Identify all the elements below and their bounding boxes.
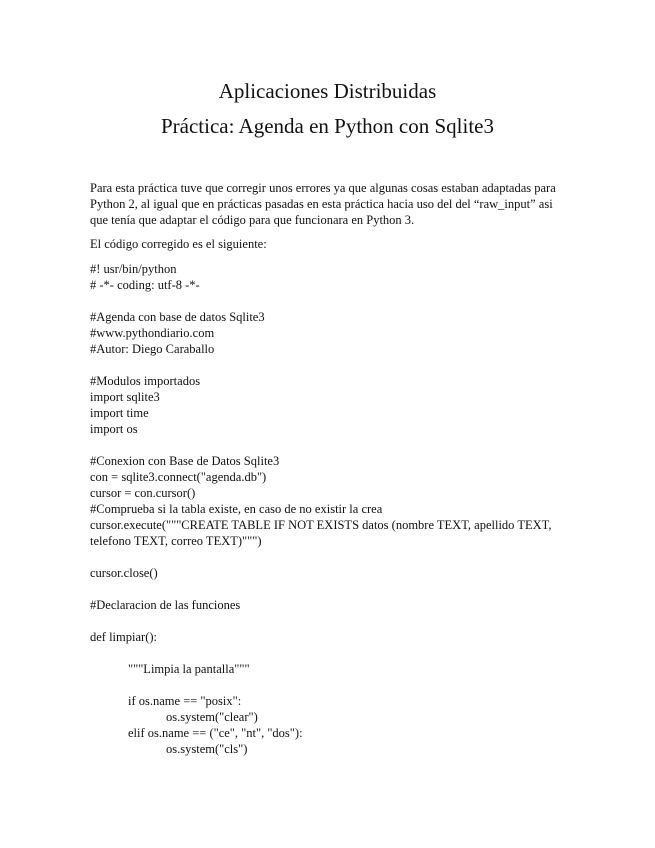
code-line-def: def limpiar(): xyxy=(90,630,157,644)
code-docstring-block xyxy=(90,661,570,677)
code-line-comment-site: #www.pythondiario.com xyxy=(90,326,215,340)
code-line-elif: elif os.name == ("ce", "nt", "dos"): xyxy=(128,726,303,740)
document-title: Aplicaciones Distribuidas xyxy=(218,79,437,103)
document-body xyxy=(90,180,570,757)
code-line-if: if os.name == "posix": xyxy=(128,694,242,708)
code-comment-block xyxy=(90,309,570,357)
code-line-docstring: """Limpia la pantalla""" xyxy=(128,662,250,676)
code-line-shebang: #! usr/bin/python xyxy=(90,262,177,276)
code-if-block xyxy=(90,693,570,757)
code-line-coding: # -*- coding: utf-8 -*- xyxy=(90,278,200,292)
code-funcs-comment-block xyxy=(90,597,570,613)
intro-paragraph: Para esta práctica tuve que corregir unos errores ya que algunas cosas estaban adaptadas para Python 2, al igual que en prácticas pasadas en esta práctica hacia uso del del “raw_input” asi que tenía que adaptar el código para que funcionara en Python 3. xyxy=(90,181,556,227)
code-line-clear: os.system("clear") xyxy=(166,710,258,724)
code-line-import-os: import os xyxy=(90,422,138,436)
code-line-close: cursor.close() xyxy=(90,566,158,580)
code-line-comment-check: #Comprueba si la tabla existe, en caso de no existir la crea xyxy=(90,502,383,516)
code-def-block xyxy=(90,629,570,645)
code-line-cls: os.system("cls") xyxy=(166,742,248,756)
code-close-block xyxy=(90,565,570,581)
code-header-block xyxy=(90,261,570,293)
code-connection-block xyxy=(90,453,570,549)
code-line-execute: cursor.execute("""CREATE TABLE IF NOT EXISTS datos (nombre TEXT, apellido TEXT, telefono TEXT, correo TEXT)""") xyxy=(90,518,552,548)
code-line-comment-funcs: #Declaracion de las funciones xyxy=(90,598,241,612)
code-line-comment-author: #Autor: Diego Caraballo xyxy=(90,342,215,356)
code-imports-block xyxy=(90,373,570,437)
code-line-import-sqlite: import sqlite3 xyxy=(90,390,160,404)
code-line-comment-modules: #Modulos importados xyxy=(90,374,201,388)
code-line-comment-agenda: #Agenda con base de datos Sqlite3 xyxy=(90,310,265,324)
document-subtitle: Práctica: Agenda en Python con Sqlite3 xyxy=(160,114,495,138)
lead-paragraph: El código corregido es el siguiente: xyxy=(90,237,267,251)
code-line-cursor: cursor = con.cursor() xyxy=(90,486,196,500)
code-line-comment-conexion: #Conexion con Base de Datos Sqlite3 xyxy=(90,454,280,468)
code-line-import-time: import time xyxy=(90,406,149,420)
code-line-con: con = sqlite3.connect("agenda.db") xyxy=(90,470,267,484)
